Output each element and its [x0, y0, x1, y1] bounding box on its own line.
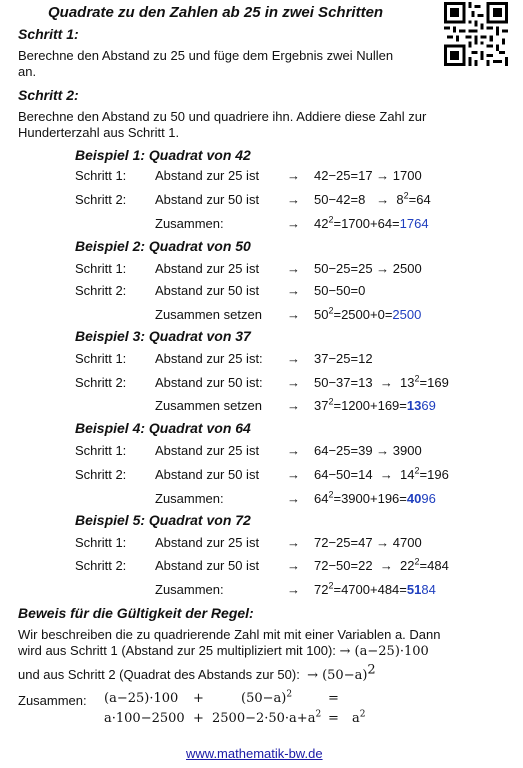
example1-step2-desc: Abstand zur 50 ist: [155, 192, 260, 207]
calc-rest: =169: [419, 375, 449, 390]
example4-heading: Beispiel 4: Quadrat von 64: [75, 420, 251, 436]
calc-exp: 2: [328, 580, 334, 591]
calc-exp: 2: [414, 465, 420, 476]
example1-step2-label: Schritt 2:: [75, 192, 127, 207]
proof-eq2-a: a·100−2500: [104, 711, 185, 726]
proof-eq1-b-exp: 2: [286, 689, 293, 700]
result-value: 69: [421, 398, 436, 413]
beweis-line3-text: und aus Schritt 2 (Quadrat des Abstands zur 50):: [18, 667, 300, 682]
example5-step3-desc: Zusammen:: [155, 582, 224, 597]
schritt1-heading: Schritt 1:: [18, 26, 79, 42]
example4-step1-desc: Abstand zur 25 ist: [155, 443, 260, 458]
beweis-line1: Wir beschreiben die zu quadrierende Zahl mit mit einer Variablen a. Dann: [18, 627, 441, 642]
example2-step3-desc: Zusammen setzen: [155, 307, 262, 322]
example3-step2-desc: Abstand zur 50 ist:: [155, 375, 263, 390]
result-value-bold: 51: [406, 582, 422, 597]
beweis-line3-math: → (50−a): [307, 668, 368, 683]
proof-eq2-result-base: a: [352, 711, 360, 726]
calc-exp: 2: [414, 373, 420, 384]
proof-eq2-b-base: 2500−2·50·a+a: [212, 711, 316, 726]
result-value-bold: 13: [406, 398, 422, 413]
result-value: 84: [421, 582, 436, 597]
arrow-icon: →: [287, 398, 300, 413]
arrow-icon: →: [287, 443, 300, 458]
arrow-icon: →: [379, 558, 393, 573]
calc-exp: 2: [328, 305, 334, 316]
calc-exp: 2: [328, 396, 334, 407]
arrow-icon: →: [376, 192, 390, 207]
example2-step2-desc: Abstand zur 50 ist: [155, 283, 260, 298]
example4-step1-label: Schritt 1:: [75, 443, 127, 458]
example3-step2-calc: [314, 375, 449, 390]
schritt2-line1: Berechne den Abstand zu 50 und quadriere ihn. Addiere diese Zahl zur: [18, 109, 427, 124]
calc-base: 42: [314, 216, 329, 231]
example1-step1-desc: Abstand zur 25 ist: [155, 168, 260, 183]
result-value-bold: 40: [406, 491, 422, 506]
calc-rest: =2500+0=: [333, 307, 393, 322]
example1-step3-calc: [314, 216, 429, 231]
beweis-heading: Beweis für die Gültigkeit der Regel:: [18, 605, 254, 621]
schritt2-line2: Hunderterzahl aus Schritt 1.: [18, 124, 180, 140]
calc-rest: =64: [408, 192, 431, 207]
arrow-icon: →: [379, 467, 393, 482]
example5-step2-calc: [314, 558, 449, 573]
example2-heading: Beispiel 2: Quadrat von 50: [75, 238, 251, 254]
arrow-icon: →: [287, 307, 300, 322]
calc-base: 50: [314, 307, 329, 322]
arrow-icon: →: [379, 375, 393, 390]
proof-eq2-b-exp: 2: [315, 709, 322, 720]
arrow-icon: →: [287, 582, 300, 597]
schritt1-text: [18, 48, 438, 79]
example1-step3-desc: Zusammen:: [155, 216, 224, 231]
schritt1-line1: Berechne den Abstand zu 25 und füge dem Ergebnis zwei Nullen: [18, 48, 394, 63]
calc-rest: =196: [419, 467, 449, 482]
example5-step1-calc: 72−25=47 → 4700: [314, 535, 422, 550]
example5-step3-calc: [314, 582, 436, 597]
example1-step2-calc: [314, 192, 431, 207]
example5-step2-desc: Abstand zur 50 ist: [155, 558, 260, 573]
example2-step1-calc: 50−25=25 → 2500: [314, 261, 422, 276]
arrow-icon: →: [287, 261, 300, 276]
proof-eq1-b: [241, 691, 292, 706]
calc-rest: =3900+196=: [333, 491, 407, 506]
proof-eq1-a: (a−25)·100: [104, 691, 179, 706]
example2-step1-desc: Abstand zur 25 ist: [155, 261, 260, 276]
example4-step3-calc: [314, 491, 436, 506]
beweis-line2-text: wird aus Schritt 1 (Abstand zur 25 multipliziert mit 100):: [18, 643, 336, 658]
example5-heading: Beispiel 5: Quadrat von 72: [75, 512, 251, 528]
calc-part: 50−42=8: [314, 192, 366, 207]
calc-base: 64: [314, 491, 329, 506]
example2-step2-label: Schritt 2:: [75, 283, 127, 298]
calc-rest: =1700+64=: [333, 216, 400, 231]
example1-heading: Beispiel 1: Quadrat von 42: [75, 147, 251, 163]
schritt2-text: [18, 109, 438, 140]
calc-part: 64−50=14: [314, 467, 373, 482]
arrow-icon: →: [287, 192, 300, 207]
example2-step2-calc: 50−50=0: [314, 283, 366, 298]
calc-exp: 2: [328, 214, 334, 225]
proof-eq1-b-base: (50−a): [241, 691, 287, 706]
example2-step1-label: Schritt 1:: [75, 261, 127, 276]
example5-step1-desc: Abstand zur 25 ist: [155, 535, 260, 550]
example1-step1-label: Schritt 1:: [75, 168, 127, 183]
example5-step1-label: Schritt 1:: [75, 535, 127, 550]
calc-base: 8: [396, 192, 404, 207]
example1-step1-calc: 42−25=17 → 1700: [314, 168, 422, 183]
arrow-icon: →: [287, 216, 300, 231]
example4-step2-desc: Abstand zur 50 ist: [155, 467, 260, 482]
example3-step1-desc: Abstand zur 25 ist:: [155, 351, 263, 366]
arrow-icon: →: [287, 535, 300, 550]
calc-base: 72: [314, 582, 329, 597]
proof-eq2-plus: +: [193, 711, 204, 726]
zusammen-label: Zusammen:: [18, 693, 87, 708]
example4-step2-label: Schritt 2:: [75, 467, 127, 482]
beweis-line3-exp: 2: [367, 662, 376, 678]
arrow-icon: →: [287, 491, 300, 506]
example3-step2-label: Schritt 2:: [75, 375, 127, 390]
qr-code-icon[interactable]: [444, 2, 508, 66]
calc-base: 14: [400, 467, 415, 482]
proof-eq2-result: [352, 711, 366, 726]
proof-eq2-eq: =: [328, 711, 339, 726]
example2-step3-calc: [314, 307, 421, 322]
example3-step1-calc: 37−25=12: [314, 351, 373, 366]
example4-step1-calc: 64−25=39 → 3900: [314, 443, 422, 458]
calc-part: 50−37=13: [314, 375, 373, 390]
calc-rest: =484: [419, 558, 449, 573]
calc-exp: 2: [328, 489, 334, 500]
calc-base: 13: [400, 375, 415, 390]
example3-step3-desc: Zusammen setzen: [155, 398, 262, 413]
example3-step3-calc: [314, 398, 436, 413]
arrow-icon: →: [287, 558, 300, 573]
arrow-icon: →: [287, 351, 300, 366]
arrow-icon: →: [287, 467, 300, 482]
example3-step1-label: Schritt 1:: [75, 351, 127, 366]
calc-exp: 2: [414, 556, 420, 567]
calc-part: 72−50=22: [314, 558, 373, 573]
example4-step2-calc: [314, 467, 449, 482]
result-value: 2500: [392, 307, 422, 322]
result-value: 1764: [399, 216, 429, 231]
beweis-line2-math: → (a−25)·100: [339, 644, 429, 659]
example5-step2-label: Schritt 2:: [75, 558, 127, 573]
schritt1-line2: an.: [18, 63, 37, 79]
proof-eq1-eq: =: [328, 691, 339, 706]
example4-step3-desc: Zusammen:: [155, 491, 224, 506]
calc-exp: 2: [403, 190, 409, 201]
calc-base: 37: [314, 398, 329, 413]
proof-eq2-result-exp: 2: [359, 709, 366, 720]
arrow-icon: →: [287, 168, 300, 183]
result-value: 96: [421, 491, 436, 506]
calc-base: 22: [400, 558, 415, 573]
calc-rest: =1200+169=: [333, 398, 407, 413]
example3-heading: Beispiel 3: Quadrat von 37: [75, 328, 251, 344]
proof-eq2-b: [212, 711, 321, 726]
arrow-icon: →: [287, 375, 300, 390]
calc-rest: =4700+484=: [333, 582, 407, 597]
beweis-line3: [18, 662, 376, 683]
schritt2-heading: Schritt 2:: [18, 87, 79, 103]
arrow-icon: →: [287, 283, 300, 298]
footer-link[interactable]: www.mathematik-bw.de: [186, 746, 323, 761]
proof-eq1-plus: +: [193, 691, 204, 706]
page-title: Quadrate zu den Zahlen ab 25 in zwei Schritten: [48, 4, 384, 21]
beweis-line2: [18, 643, 429, 659]
